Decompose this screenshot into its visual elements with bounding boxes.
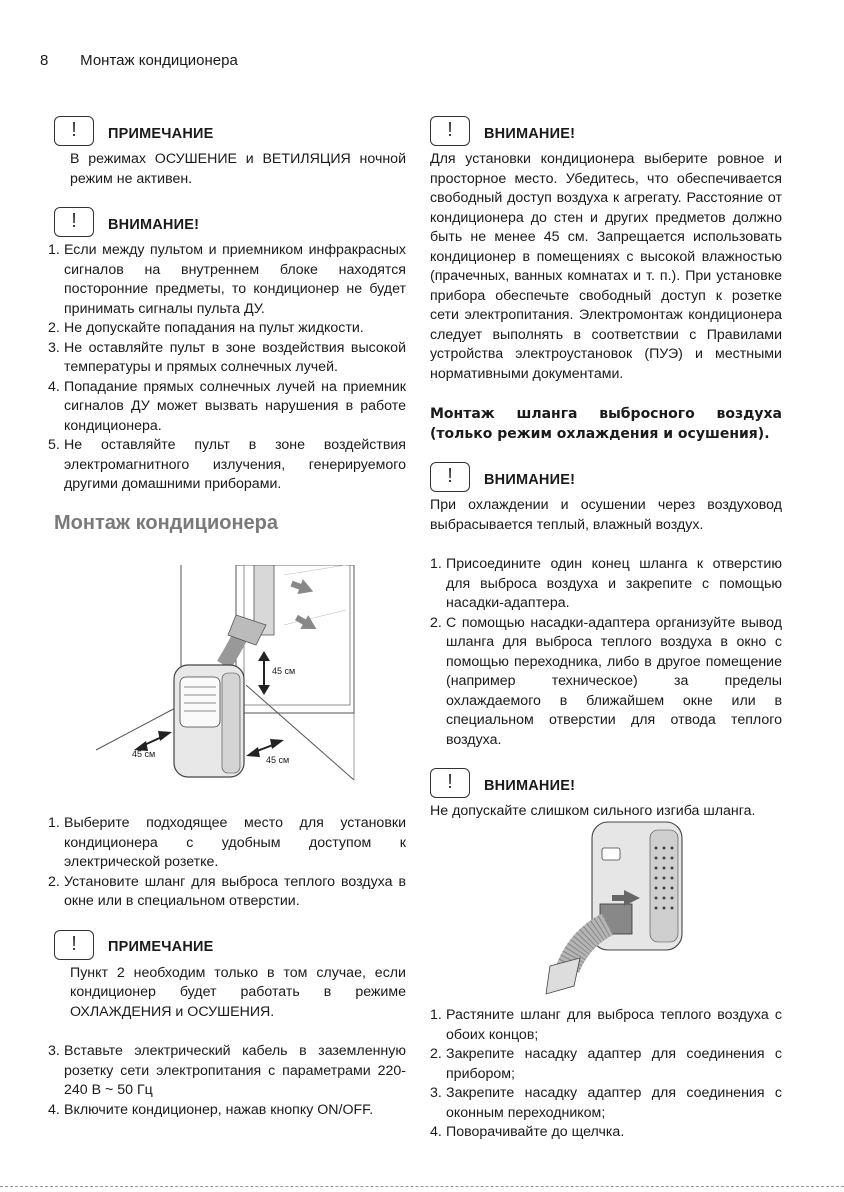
list-item: 5. Не оставляйте пульт в зоне воздействия электромагнитного излучения, генерируемого другими домашними приборами. xyxy=(48,437,406,492)
exclamation-icon: ! xyxy=(430,768,470,798)
warning-heading xyxy=(430,458,782,492)
steps-list xyxy=(430,1006,782,1143)
steps-list xyxy=(48,1042,406,1120)
list-item: 3. Закрепите насадку адаптер для соединения с оконным переходником; xyxy=(430,1085,782,1121)
list-item: 4. Включите кондиционер, нажав кнопку ON/OFF. xyxy=(48,1101,374,1118)
list-item: 4. Попадание прямых солнечных лучей на приемник сигналов ДУ может вызвать нарушения в работе кондиционера. xyxy=(48,378,406,434)
list-item: 1. Выберите подходящее место для установки кондиционера с удобным доступом к электрической розетке. xyxy=(48,815,406,870)
note-text: Пункт 2 необходим только в том случае, если кондиционер будет работать в режиме ОХЛАЖДЕНИЯ и ОСУШЕНИЯ. xyxy=(70,964,406,1020)
warning-heading xyxy=(54,203,406,237)
hose-illustration xyxy=(540,818,690,1003)
exclamation-icon: ! xyxy=(54,116,94,146)
page-number: 8 xyxy=(40,52,49,69)
installation-figure xyxy=(96,565,356,783)
list-item: 1. Присоедините один конец шланга к отверстию для выброса воздуха и закрепите с помощью насадки-адаптера. xyxy=(430,556,782,611)
note-title: ПРИМЕЧАНИЕ xyxy=(108,125,214,142)
steps-list xyxy=(48,814,406,912)
dimension-label-right: 45 см xyxy=(266,755,290,765)
list-item: 1. Растяните шланг для выброса теплого воздуха с обоих концов; xyxy=(430,1007,782,1043)
warning-list xyxy=(48,241,406,495)
note-heading xyxy=(54,112,406,146)
warning-title: ВНИМАНИЕ! xyxy=(484,125,576,142)
list-item: 4. Поворачивайте до щелчка. xyxy=(430,1124,625,1140)
exclamation-icon: ! xyxy=(54,207,94,237)
left-notes xyxy=(48,112,406,495)
warning-heading xyxy=(430,764,782,798)
steps-list xyxy=(430,555,782,750)
warning-title: ВНИМАНИЕ! xyxy=(484,777,576,794)
note-title: ПРИМЕЧАНИЕ xyxy=(108,939,214,955)
list-item: 2. Закрепите насадку адаптер для соединения с прибором; xyxy=(430,1046,782,1082)
warning-title: ВНИМАНИЕ! xyxy=(484,471,576,488)
right-steps xyxy=(430,1006,782,1143)
exclamation-icon: ! xyxy=(430,462,470,492)
left-steps xyxy=(48,814,406,1120)
page-header xyxy=(40,52,238,69)
section-title: Монтаж кондиционера xyxy=(54,512,278,534)
list-item: 3. Не оставляйте пульт в зоне воздействия высокой температуры и прямых солнечных лучей. xyxy=(48,339,406,375)
warning-title: ВНИМАНИЕ! xyxy=(108,216,200,233)
note-heading xyxy=(54,926,406,960)
hose-heading: Монтаж шланга выбросного воздуха (только режим охлаждения и осушения). xyxy=(430,406,782,442)
header-title: Монтаж кондиционера xyxy=(80,52,238,69)
note-text: В режимах ОСУШЕНИЕ и ВЕТИЛЯЦИЯ ночной режим не активен. xyxy=(70,151,406,187)
dimension-label-top: 45 см xyxy=(272,666,296,676)
exclamation-icon: ! xyxy=(54,930,94,960)
list-item: 2. Установите шланг для выброса теплого воздуха в окне или в специальном отверстии. xyxy=(48,873,406,909)
list-item: 2. С помощью насадки-адаптера организуйте вывод шланга для выброса теплого воздуха в окно с помощью переходника, либо в другое помещение (например техническое) за пределы охлаждаемого в ближайшем окне или в специальном отверстии для отвода теплого воздуха. xyxy=(430,614,782,748)
hose-figure xyxy=(540,818,690,1003)
dimension-label-left: 45 см xyxy=(132,749,156,759)
right-column xyxy=(430,112,782,822)
warning-text: Для установки кондиционера выберите ровное и просторное место. Убедитесь, что обеспечивается свободный доступ воздуха к агрегату. Расстояние от кондиционера до стен и других предметов должно быть не менее 45 см. Запрещается использовать кондиционер в помещениях с высокой влажностью (прачечных, ванных комнатах и т. п.). При установке прибора обеспечьте свободный доступ к розетке сети электропитания. Электромонтаж кондиционера следует выполнять в соответствии с Правилами устройства электроустановок (ПУЭ) и местными нормативными документами. xyxy=(430,151,782,382)
list-item: 1. Если между пультом и приемником инфракрасных сигналов на внутреннем блоке находятся посторонние предметы, то кондиционер не будет принимать сигналы пульта ДУ. xyxy=(48,242,406,317)
footer-divider xyxy=(0,1186,844,1187)
exclamation-icon: ! xyxy=(430,116,470,146)
list-item: 3. Вставьте электрический кабель в заземленную розетку сети электропитания с параметрами 220-240 В ~ 50 Гц xyxy=(48,1043,406,1098)
list-item: 2. Не допускайте попадания на пульт жидкости. xyxy=(48,320,364,336)
warning-heading xyxy=(430,112,782,146)
warning-text: При охлаждении и осушении через воздуховод выбрасывается теплый, влажный воздух. xyxy=(430,497,782,533)
warning-text: Не допускайте слишком сильного изгиба шланга. xyxy=(430,803,756,819)
